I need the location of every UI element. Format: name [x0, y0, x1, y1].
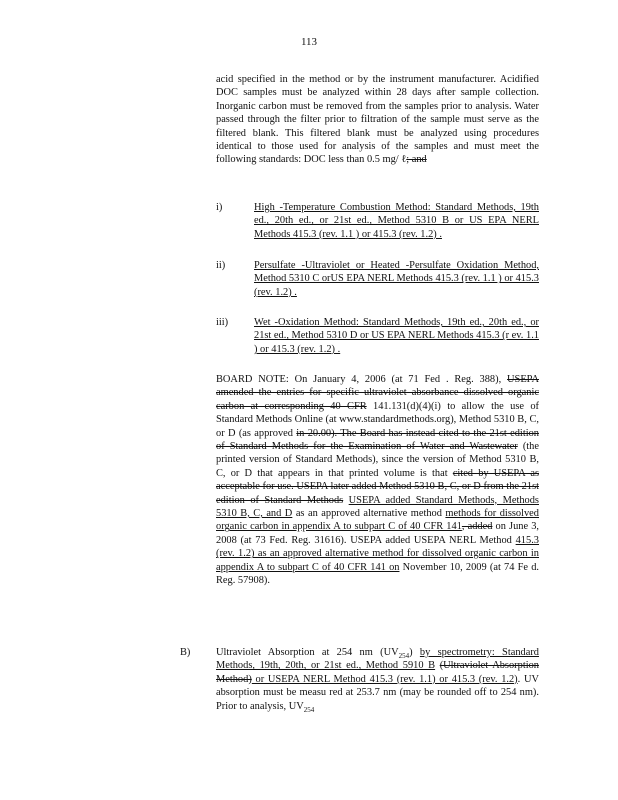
board-note-struck: USEPA amended the entries for specific ultraviolet absorbance dissolved organic carbon at corresponding 40 CFR [216, 374, 539, 412]
intro-struck-text: ; and [406, 154, 427, 166]
section-b-struck: (Ultraviolet Absorption Method) [216, 660, 539, 685]
page-number: 113 [300, 36, 318, 48]
board-note-text: on June 3, 2008 (at 73 Fed. Reg. 31616). USEPA added USEPA NERL Method [216, 521, 539, 546]
section-b-text: Ultraviolet Absorption at 254 nm (UV [216, 647, 399, 658]
board-note-text: as an approved alternative method [292, 508, 446, 520]
board-note-underlined: 415.3 (rev. 1.2) as an approved alternative method for dissolved organic carbon in appendix A to subpart C of 40 CFR 141 on [216, 534, 539, 573]
board-note-text: 141.131(d)(4)(i) to allow the use of Standard Methods Online (at www.standardmethods.org), Method 5310 B, C, or D (as approved [216, 400, 539, 439]
list-item-label: iii) [216, 317, 229, 328]
list-item-text: Persulfate -Ultraviolet or Heated -Persulfate Oxidation Method, Method 5310 C orUS EPA NERL Methods 415.3 (rev. 1.1 ) or 415.3 (rev. 1.2) . [254, 260, 539, 298]
board-note-struck: cited by USEPA as acceptable for use. USEPA later added Method 5310 B, C, or D from the 21st edition of Standard Methods [216, 467, 539, 506]
list-item-text: Wet -Oxidation Method: Standard Methods, 19th ed., 20th ed., or 21st ed., Method 5310 D or US EPA NERL Methods 415.3 (r ev. 1.1 ) or 415.3 (rev. 1.2) . [254, 317, 539, 355]
board-note [216, 373, 539, 588]
board-note-text: (the printed version of Standard Methods), since the version of Method 5310 B, C, or D that appears in that printed volume is that [216, 441, 539, 479]
board-note-underlined: USEPA added Standard Methods, Methods 5310 B, C, and D [216, 494, 539, 520]
board-note-text: BOARD NOTE: On January 4, 2006 (at 71 Fed . Reg. 388), [216, 374, 502, 385]
list-item-label: ii) [216, 260, 226, 271]
section-b-subscript: 254 [303, 705, 315, 714]
section-b-underlined: or USEPA NERL Method 415.3 (rev. 1.1) or 415.3 (rev. 1.2) [251, 673, 518, 685]
board-note-text: November 10, 2009 (at 74 Fe d. Reg. 57908). [216, 561, 539, 587]
section-b-paragraph [216, 646, 539, 713]
board-note-underlined: methods for dissolved organic carbon in appendix A to subpart C of 40 CFR 141 [216, 508, 539, 533]
section-b-text: . UV absorption must be measu red at 253.7 nm (may be rounded off to 254 nm). Prior to analysis, UV [216, 673, 540, 712]
intro-text: acid specified in the method or by the instrument manufacturer. Acidified DOC samples must be analyzed within 28 days after sample collection. Inorganic carbon must be removed from the samples prior to analysis. Water passed through the filter prior to filtration of the sample must serve as the filtered blank. This filtered blank must be analyzed using procedures identical to those used for analysis of the samples and must meet the following standards: DOC less than 0.5 mg/ ℓ [216, 74, 539, 166]
list-item-text: High -Temperature Combustion Method: Standard Methods, 19th ed., 20th ed., or 21st ed., Method 5310 B or US EPA NERL Methods 415.3 (rev. 1.1 ) or 415.3 (rev. 1.2) . [254, 202, 539, 240]
section-b-text: ) [409, 647, 420, 658]
list-item-label: i) [216, 202, 223, 213]
intro-paragraph [216, 73, 539, 167]
section-b-underlined: by spectrometry: Standard Methods, 19th, 20th, or 21st ed., Method 5910 B [216, 647, 539, 672]
board-note-struck: in 20.00). The Board has instead cited to the 21st edition of Standard Methods for the Examination of Water and Wastewater [216, 427, 539, 453]
board-note-struck: , added [461, 521, 493, 533]
section-b-label: B) [180, 647, 191, 658]
section-b-subscript: 254 [398, 652, 410, 661]
